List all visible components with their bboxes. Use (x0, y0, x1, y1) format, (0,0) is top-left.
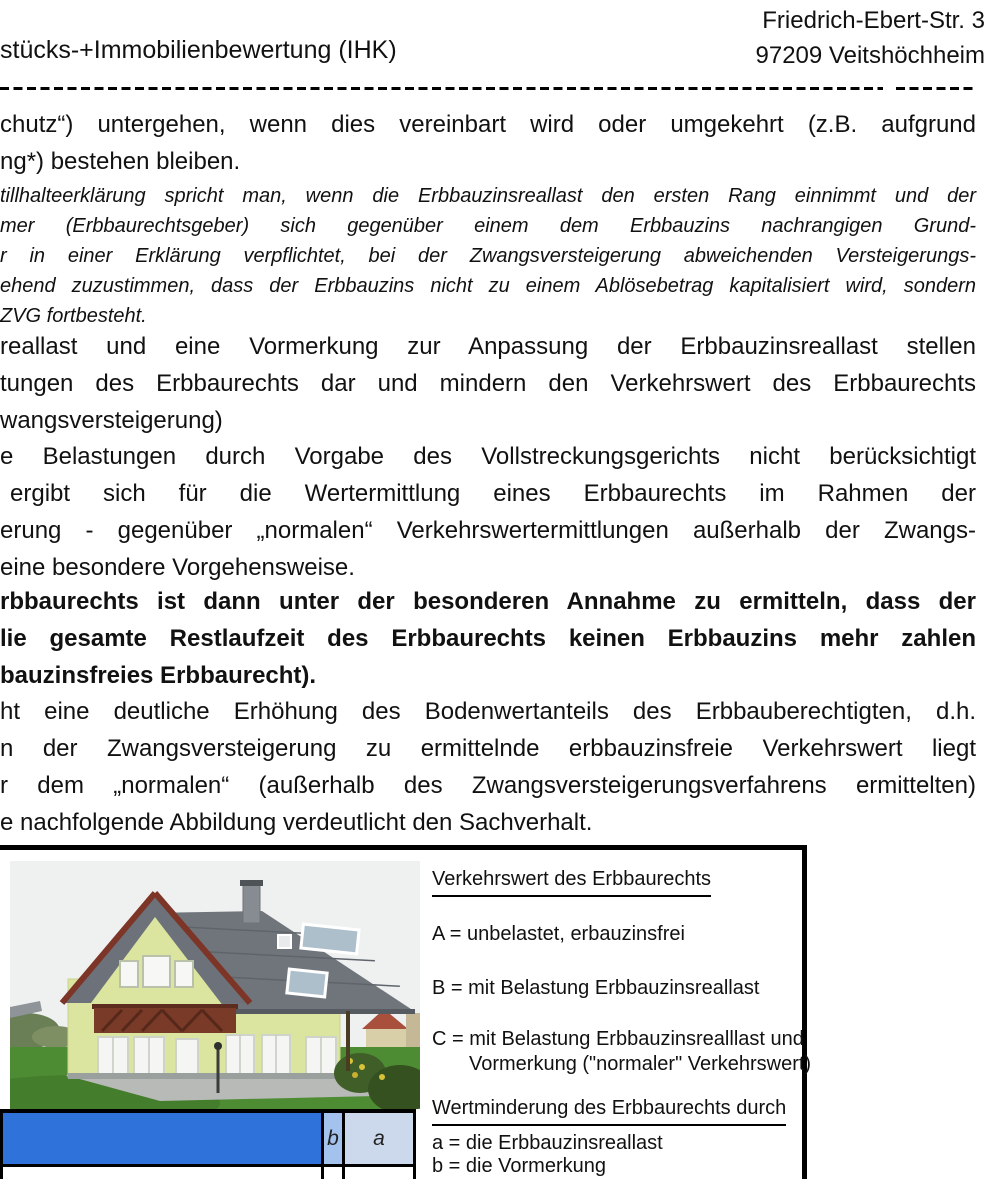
text-line: rbbaurechts ist dann unter der besonderen Annahme zu ermitteln, dass der (0, 588, 976, 615)
divider-dashed-line (0, 87, 883, 90)
legend-title-text: Verkehrswert des Erbbaurechts (432, 868, 711, 897)
divider-dashed-line-end (896, 87, 974, 90)
text-line: eine besondere Vorgehensweise. (0, 554, 355, 581)
legend-item-C-line2: Vormerkung ("normaler" Verkehrswert) (469, 1053, 812, 1075)
bar-row2-cell (324, 1167, 345, 1179)
text-line: ehend zuzustimmen, dass der Erbbauzins nicht zu einem Ablösebetrag kapitalisiert wird, sondern (0, 275, 976, 297)
bar-row2-cell (3, 1167, 324, 1179)
bar-row-1 (0, 1109, 416, 1167)
bar-label-b: b (327, 1126, 339, 1150)
text-line: n der Zwangsversteigerung zu ermittelnde erbbauzinsfreie Verkehrswert liegt (0, 735, 976, 762)
text-line: wangsversteigerung) (0, 407, 223, 434)
paragraph-3 (0, 328, 976, 439)
text-line: e Belastungen durch Vorgabe des Vollstreckungsgerichts nicht berücksichtigt (0, 443, 976, 470)
text-line: chutz“) untergehen, wenn dies vereinbart wird oder umgekehrt (z.B. aufgrund (0, 111, 976, 138)
paragraph-6 (0, 693, 976, 841)
bar-segment-a (345, 1113, 413, 1164)
text-line: reallast und eine Vormerkung zur Anpassung der Erbbauzinsreallast stellen (0, 333, 976, 360)
legend-item-B: B = mit Belastung Erbbauzinsreallast (432, 977, 760, 999)
paragraph-4 (0, 438, 976, 586)
legend-item-a: a = die Erbbauzinsreallast (432, 1132, 663, 1154)
paragraph-2-footnote (0, 181, 976, 331)
header-address-city: 97209 Veitshöchheim (755, 42, 985, 69)
legend-title-text: Wertminderung des Erbbaurechts durch (432, 1097, 786, 1126)
legend-item-A: A = unbelastet, erbauzinsfrei (432, 923, 685, 945)
bar-label-a: a (373, 1126, 385, 1150)
paragraph-5-bold (0, 583, 976, 694)
legend-item-b: b = die Vormerkung (432, 1155, 606, 1177)
text-line: r in einer Erklärung verpflichtet, bei der Zwangsversteigerung abweichenden Versteigerungs- (0, 245, 976, 267)
text-line: tillhalteerklärung spricht man, wenn die Erbbauzinsreallast den ersten Rang einnimmt und der (0, 185, 976, 207)
text-line: r dem „normalen“ (außerhalb des Zwangsversteigerungsverfahrens ermittelten) (0, 772, 976, 799)
paragraph-1 (0, 106, 976, 180)
bar-segment-main (3, 1113, 324, 1164)
legend-title-verkehrswert (432, 868, 711, 891)
text-line: ht eine deutliche Erhöhung des Bodenwertanteils des Erbbauberechtigten, d.h. (0, 698, 976, 725)
header-address-block (756, 3, 986, 73)
text-line: e nachfolgende Abbildung verdeutlicht den Sachverhalt. (0, 809, 593, 836)
legend-title-wertminderung (432, 1097, 786, 1120)
legend-item-C-line1: C = mit Belastung Erbbauzinsrealllast und (432, 1028, 804, 1050)
header-address-street: Friedrich-Ebert-Str. 3 (762, 7, 985, 34)
text-line: mer (Erbbaurechtsgeber) sich gegenüber einem dem Erbbauzins nachrangigen Grund- (0, 215, 976, 237)
text-line: erung - gegenüber „normalen“ Verkehrswertermittlungen außerhalb der Zwangs- (0, 517, 976, 544)
bar-row-2-partial (0, 1167, 416, 1179)
text-line: bauzinsfreies Erbbaurecht). (0, 662, 317, 689)
text-line: ergibt sich für die Wertermittlung eines Erbbaurechts im Rahmen der (10, 480, 976, 507)
text-line: ng*) bestehen bleiben. (0, 148, 241, 175)
text-line: tungen des Erbbaurechts dar und mindern den Verkehrswert des Erbbaurechts (0, 370, 976, 397)
value-bar-diagram (0, 1109, 416, 1179)
header-company-line: stücks-+Immobilienbewertung (IHK) (0, 36, 397, 64)
text-line: lie gesamte Restlaufzeit des Erbbaurechts keinen Erbbauzins mehr zahlen (0, 625, 976, 652)
bar-row2-cell (345, 1167, 413, 1179)
bar-segment-b (324, 1113, 345, 1164)
figure-frame (0, 845, 812, 1179)
text-line: ZVG fortbesteht. (0, 305, 147, 327)
house-photo (10, 861, 420, 1109)
